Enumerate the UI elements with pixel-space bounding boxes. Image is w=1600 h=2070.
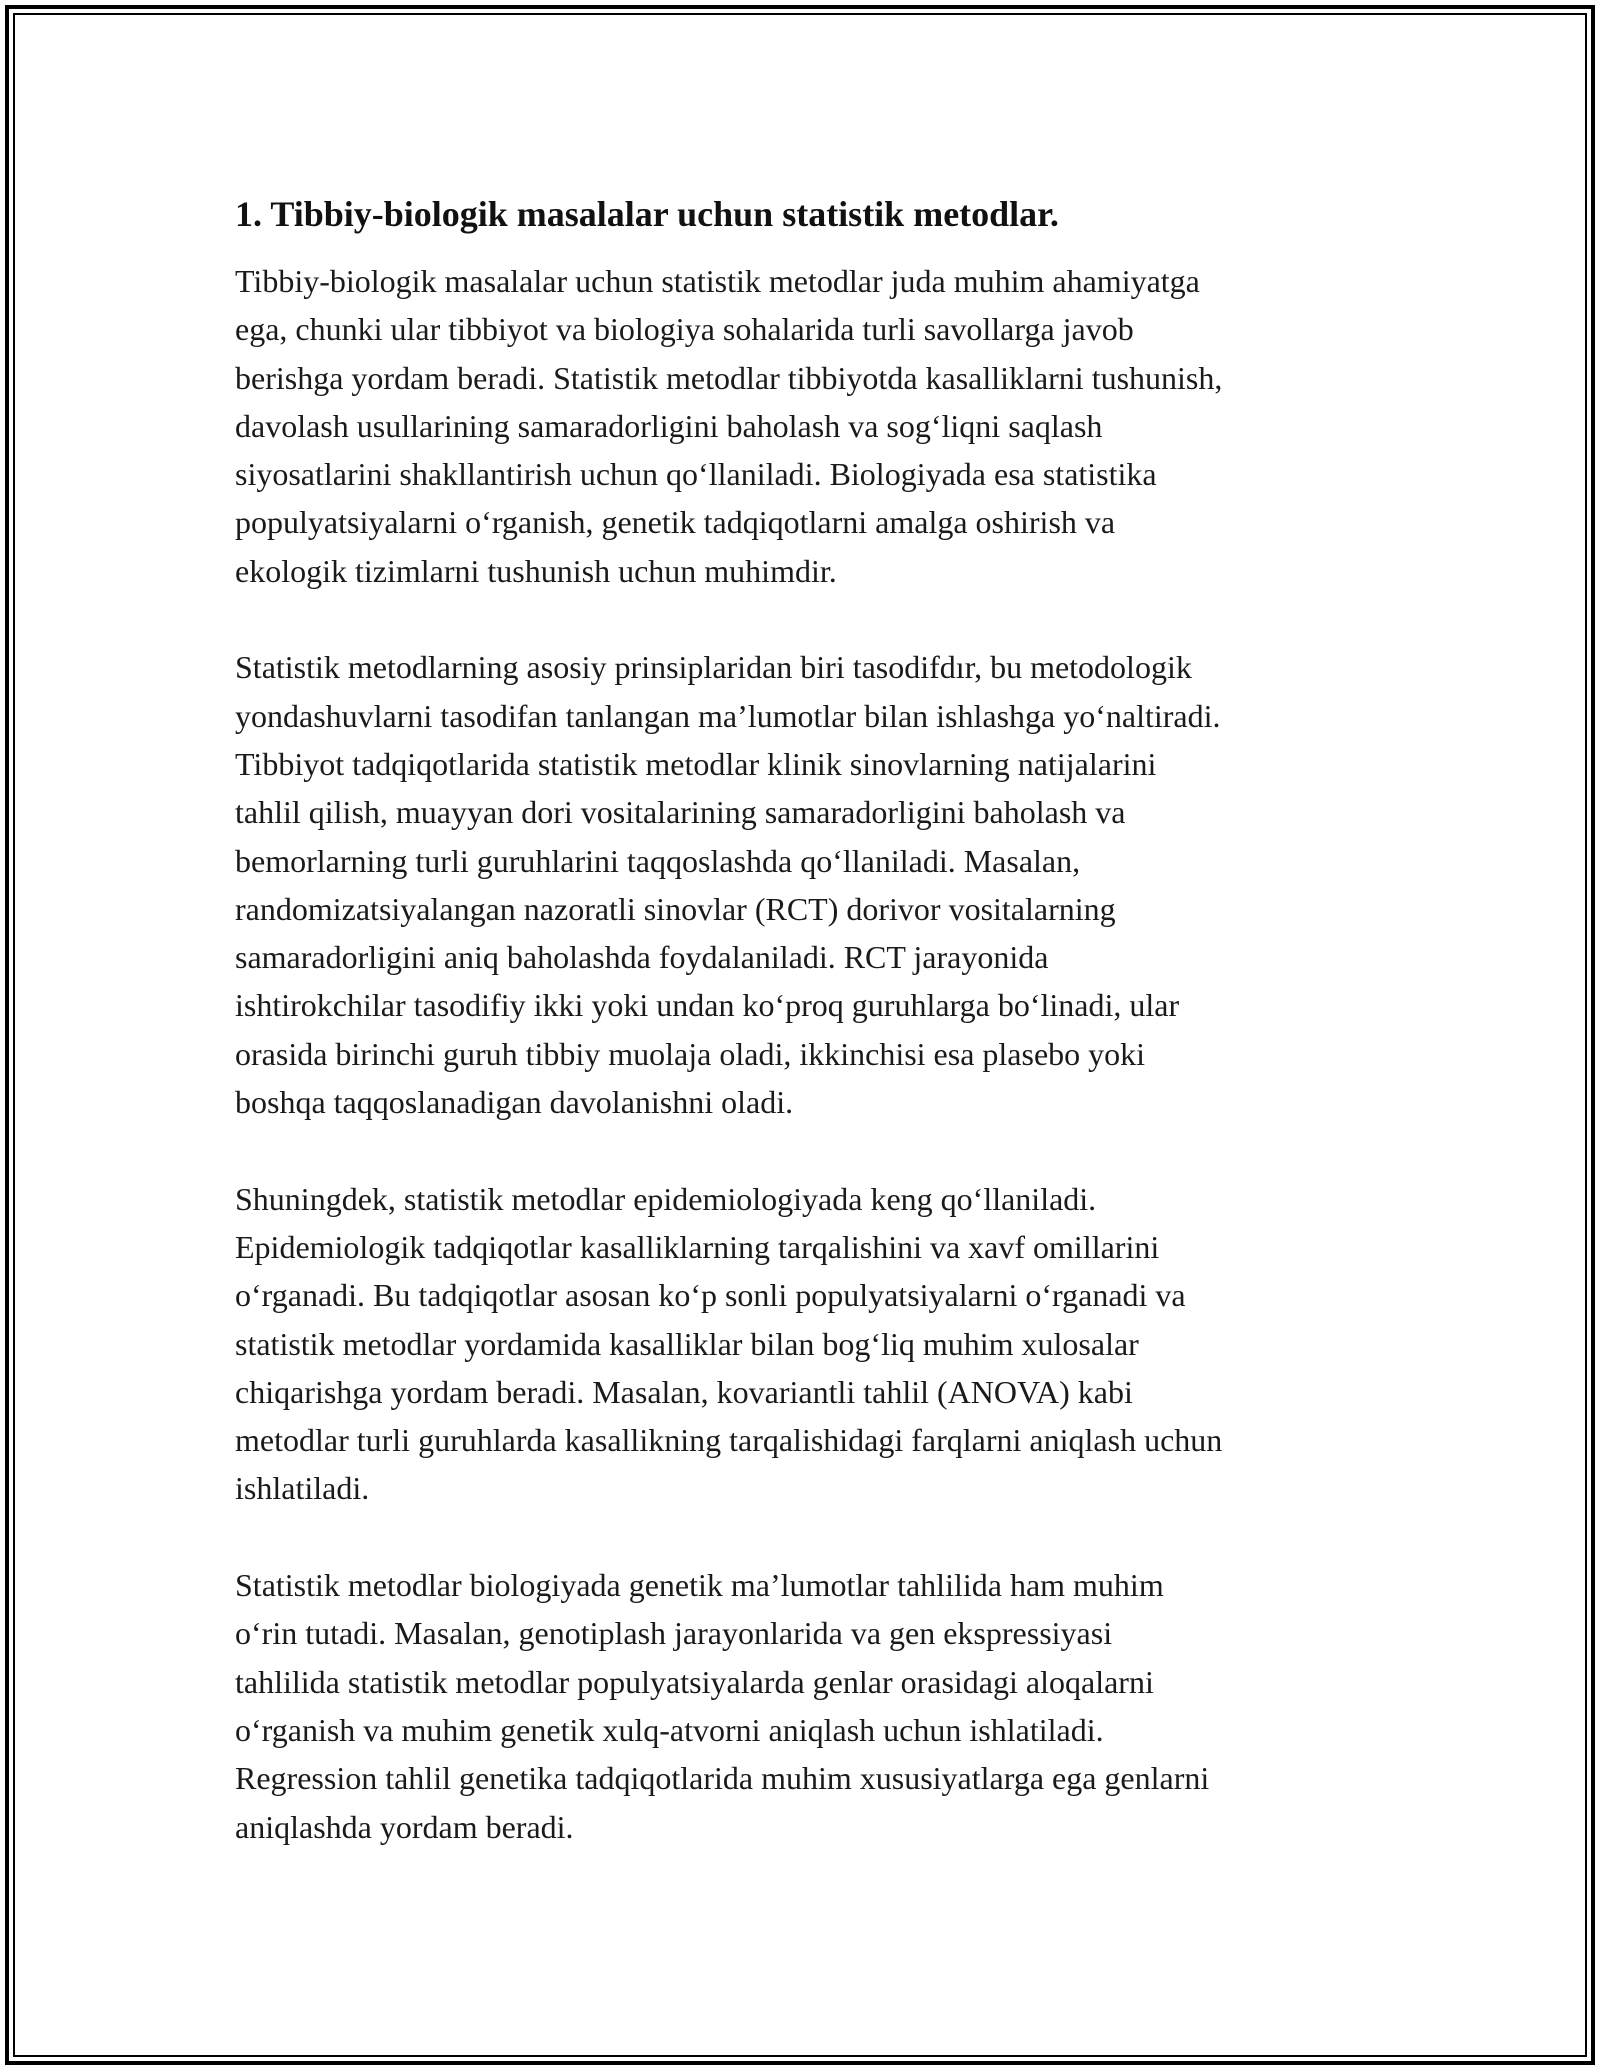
paragraph-line: metodlar turli guruhlarda kasallikning tarqalishidagi farqlarni aniqlash uchun	[235, 1422, 1223, 1459]
paragraph-line: bemorlarning turli guruhlarini taqqoslashda qo‘llaniladi. Masalan,	[235, 842, 1081, 879]
paragraph-line: chiqarishga yordam beradi. Masalan, kovariantli tahlil (ANOVA) kabi	[235, 1373, 1133, 1410]
paragraph-4	[235, 1561, 1375, 1851]
paragraph-line: ishlatiladi.	[235, 1470, 370, 1507]
paragraph-line: Statistik metodlar biologiyada genetik ma’lumotlar tahlilida ham muhim	[235, 1567, 1164, 1604]
paragraph-line: Tibbiy-biologik masalalar uchun statistik metodlar juda muhim ahamiyatga	[235, 263, 1200, 299]
paragraph-line: yondashuvlarni tasodifan tanlangan ma’lumotlar bilan ishlashga yo‘naltiradi.	[235, 697, 1221, 734]
paragraph-line: statistik metodlar yordamida kasalliklar bilan bog‘liq muhim xulosalar	[235, 1325, 1139, 1362]
paragraph-line: randomizatsiyalangan nazoratli sinovlar (RCT) dorivor vositalarning	[235, 890, 1116, 927]
paragraph-line: orasida birinchi guruh tibbiy muolaja oladi, ikkinchisi esa plasebo yoki	[235, 1035, 1146, 1072]
paragraph-line: samaradorligini aniq baholashda foydalaniladi. RCT jarayonida	[235, 939, 1049, 976]
paragraph-line: ekologik tizimlarni tushunish uchun muhimdir.	[235, 552, 837, 589]
paragraph-line: populyatsiyalarni o‘rganish, genetik tadqiqotlarni amalga oshirish va	[235, 504, 1116, 541]
paragraph-line: davolash usullarining samaradorligini baholash va sog‘liqni saqlash	[235, 407, 1103, 444]
paragraph-line: tahlil qilish, muayyan dori vositalarining samaradorligini baholash va	[235, 794, 1126, 831]
paragraph-line: ishtirokchilar tasodifiy ikki yoki undan ko‘proq guruhlarga bo‘linadi, ular	[235, 987, 1180, 1024]
paragraph-line: siyosatlarini shakllantirish uchun qo‘llaniladi. Biologiyada esa statistika	[235, 456, 1157, 493]
paragraph-line: Shuningdek, statistik metodlar epidemiologiyada keng qo‘llaniladi.	[235, 1180, 1097, 1217]
paragraph-line: berishga yordam beradi. Statistik metodlar tibbiyotda kasalliklarni tushunish,	[235, 359, 1223, 396]
section-heading: 1. Tibbiy-biologik masalalar uchun statistik metodlar.	[235, 194, 1059, 234]
document-body	[235, 188, 1375, 1851]
paragraph-line: ega, chunki ular tibbiyot va biologiya sohalarida turli savollarga javob	[235, 311, 1134, 348]
paragraph-3	[235, 1175, 1375, 1513]
paragraph-line: Epidemiologik tadqiqotlar kasalliklarning tarqalishini va xavf omillarini	[235, 1228, 1160, 1265]
paragraph-line: o‘rganadi. Bu tadqiqotlar asosan ko‘p sonli populyatsiyalarni o‘rganadi va	[235, 1277, 1186, 1314]
paragraph-line: o‘rin tutadi. Masalan, genotiplash jarayonlarida va gen ekspressiyasi	[235, 1615, 1113, 1652]
paragraph-line: boshqa taqqoslanadigan davolanishni oladi.	[235, 1084, 794, 1121]
paragraph-line: tahlilida statistik metodlar populyatsiyalarda genlar orasidagi aloqalarni	[235, 1663, 1154, 1700]
paragraph-line: o‘rganish va muhim genetik xulq-atvorni aniqlash uchun ishlatiladi.	[235, 1711, 1104, 1748]
paragraph-2	[235, 643, 1375, 1126]
paragraph-line: aniqlashda yordam beradi.	[235, 1808, 574, 1845]
paragraph-line: Tibbiyot tadqiqotlarida statistik metodlar klinik sinovlarning natijalarini	[235, 745, 1157, 782]
paragraph-1	[235, 257, 1375, 595]
paragraph-line: Regression tahlil genetika tadqiqotlarida muhim xususiyatlarga ega genlarni	[235, 1760, 1210, 1797]
paragraph-line: Statistik metodlarning asosiy prinsiplaridan biri tasodifdır, bu metodologik	[235, 649, 1192, 686]
